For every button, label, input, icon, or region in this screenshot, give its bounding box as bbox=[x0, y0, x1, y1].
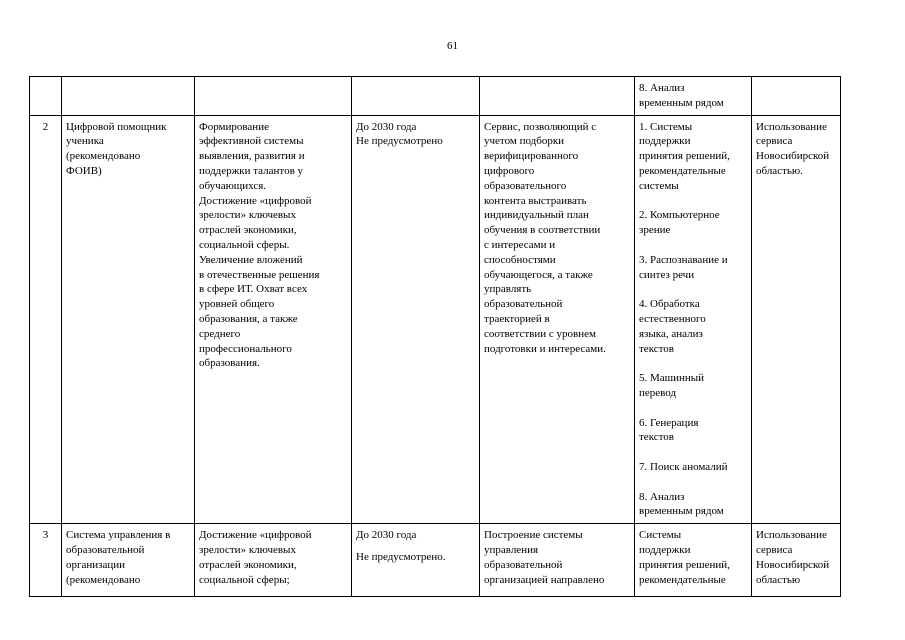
tech-line: рекомендательные bbox=[639, 573, 726, 586]
goals-line: отраслей экономики, bbox=[199, 558, 297, 571]
tech-line: временным рядом bbox=[639, 505, 724, 518]
table-row bbox=[30, 524, 841, 597]
name-line: образовательной bbox=[66, 543, 145, 556]
tech-line: языка, анализ bbox=[639, 327, 703, 340]
tech-line: синтез речи bbox=[639, 268, 695, 281]
goals-line: Увеличение вложений bbox=[199, 253, 303, 266]
tech-line: 1. Системы bbox=[639, 120, 693, 133]
cell-technologies bbox=[635, 77, 752, 116]
cell-term bbox=[352, 77, 480, 116]
tech-line: 8. Анализ bbox=[639, 490, 685, 503]
tech-line: принятия решений, bbox=[639, 558, 730, 571]
row-number: 3 bbox=[42, 529, 49, 542]
name-line: (рекомендовано bbox=[66, 573, 141, 586]
name-line: Система управления в bbox=[66, 529, 171, 542]
tech-line: поддержки bbox=[639, 543, 691, 556]
table-row bbox=[30, 77, 841, 116]
goals-line: образования, а также bbox=[199, 312, 298, 325]
term-line: Не предусмотрено bbox=[356, 135, 443, 148]
tech-line: естественного bbox=[639, 312, 706, 325]
tech-line: текстов bbox=[639, 342, 674, 355]
description-line: образовательной bbox=[484, 558, 563, 571]
term-line: До 2030 года bbox=[356, 529, 417, 542]
tech-line: принятия решений, bbox=[639, 150, 730, 163]
goals-line: в сфере ИТ. Охват всех bbox=[199, 283, 308, 296]
term-line: Не предусмотрено. bbox=[356, 550, 446, 563]
tech-line: 2. Компьютерное bbox=[639, 209, 720, 222]
tech-line: 7. Поиск аномалий bbox=[639, 460, 728, 473]
tech-line: 5. Машинный bbox=[639, 372, 705, 385]
usage-line: сервиса bbox=[756, 135, 793, 148]
goals-line: обучающихся. bbox=[199, 179, 267, 192]
tech-line: поддержки bbox=[639, 135, 691, 148]
description-line: верифицированного bbox=[484, 150, 579, 163]
description-line: цифрового bbox=[484, 164, 535, 177]
goals-line: Достижение «цифровой bbox=[199, 529, 312, 542]
description-line: обучения в соответствии bbox=[484, 224, 601, 237]
description-line: Сервис, позволяющий с bbox=[484, 120, 597, 133]
projects-table bbox=[29, 76, 841, 597]
description-line: учетом подборки bbox=[484, 135, 565, 148]
tech-line: 8. Анализ bbox=[639, 82, 685, 94]
goals-line: Формирование bbox=[199, 120, 269, 133]
cell-technologies bbox=[635, 524, 752, 597]
page-number: 61 bbox=[447, 40, 458, 52]
cell-usage bbox=[752, 524, 841, 597]
name-line: ФОИВ) bbox=[66, 164, 102, 177]
goals-line: эффективной системы bbox=[199, 135, 304, 148]
tech-line: зрение bbox=[639, 224, 671, 237]
goals-line: образования. bbox=[199, 357, 260, 370]
tech-line: 6. Генерация bbox=[639, 416, 699, 429]
tech-line: временным рядом bbox=[639, 96, 724, 109]
cell-goals bbox=[195, 77, 352, 116]
usage-line: Новосибирской bbox=[756, 150, 830, 163]
cell-term bbox=[352, 115, 480, 524]
cell-technologies bbox=[635, 115, 752, 524]
usage-line: Новосибирской bbox=[756, 558, 830, 571]
cell-description bbox=[480, 524, 635, 597]
goals-line: отраслей экономики, bbox=[199, 224, 297, 237]
cell-number bbox=[30, 524, 62, 597]
description-line: траекторией в bbox=[484, 312, 550, 325]
description-line: образовательной bbox=[484, 298, 563, 311]
goals-line: уровней общего bbox=[199, 298, 275, 311]
description-line: подготовки и интересами. bbox=[484, 342, 606, 355]
cell-goals bbox=[195, 115, 352, 524]
goals-line: поддержки талантов у bbox=[199, 164, 304, 177]
term-line: До 2030 года bbox=[356, 120, 417, 133]
goals-line: в отечественные решения bbox=[199, 268, 320, 281]
goals-line: зрелости» ключевых bbox=[199, 209, 296, 222]
goals-line: социальной сферы. bbox=[199, 238, 290, 251]
row-number: 2 bbox=[42, 120, 49, 133]
cell-number bbox=[30, 77, 62, 116]
tech-line: Системы bbox=[639, 529, 682, 542]
tech-line: рекомендательные bbox=[639, 164, 726, 177]
goals-line: Достижение «цифровой bbox=[199, 194, 312, 207]
cell-name bbox=[62, 524, 195, 597]
description-line: соответствии с уровнем bbox=[484, 327, 596, 340]
cell-name bbox=[62, 115, 195, 524]
name-line: организации bbox=[66, 558, 126, 571]
table-row bbox=[30, 115, 841, 524]
tech-line: системы bbox=[639, 179, 679, 192]
cell-number bbox=[30, 115, 62, 524]
description-line: обучающегося, а также bbox=[484, 268, 593, 281]
tech-line: 3. Распознавание и bbox=[639, 253, 728, 266]
usage-line: Использование bbox=[756, 120, 827, 133]
cell-usage bbox=[752, 77, 841, 116]
name-line: ученика bbox=[66, 135, 104, 148]
description-line: индивидуальный план bbox=[484, 209, 589, 222]
usage-line: областью bbox=[756, 573, 801, 586]
usage-line: областью. bbox=[756, 164, 803, 177]
tech-line: текстов bbox=[639, 431, 674, 444]
description-line: образовательного bbox=[484, 179, 567, 192]
tech-line: 4. Обработка bbox=[639, 298, 700, 311]
usage-line: сервиса bbox=[756, 543, 793, 556]
goals-line: профессионального bbox=[199, 342, 292, 355]
description-line: контента выстраивать bbox=[484, 194, 587, 207]
usage-line: Использование bbox=[756, 529, 827, 542]
description-line: организацией направлено bbox=[484, 573, 605, 586]
cell-term bbox=[352, 524, 480, 597]
name-line: (рекомендовано bbox=[66, 150, 141, 163]
name-line: Цифровой помощник bbox=[66, 120, 167, 133]
description-line: с интересами и bbox=[484, 238, 556, 251]
cell-description bbox=[480, 77, 635, 116]
cell-usage bbox=[752, 115, 841, 524]
description-line: управлять bbox=[484, 283, 532, 296]
description-line: способностями bbox=[484, 253, 556, 266]
cell-goals bbox=[195, 524, 352, 597]
description-line: Построение системы bbox=[484, 529, 583, 542]
goals-line: выявления, развития и bbox=[199, 150, 305, 163]
tech-line: перевод bbox=[639, 386, 677, 399]
goals-line: зрелости» ключевых bbox=[199, 543, 296, 556]
cell-description bbox=[480, 115, 635, 524]
cell-name bbox=[62, 77, 195, 116]
description-line: управления bbox=[484, 543, 539, 556]
goals-line: среднего bbox=[199, 327, 241, 340]
goals-line: социальной сферы; bbox=[199, 573, 290, 586]
